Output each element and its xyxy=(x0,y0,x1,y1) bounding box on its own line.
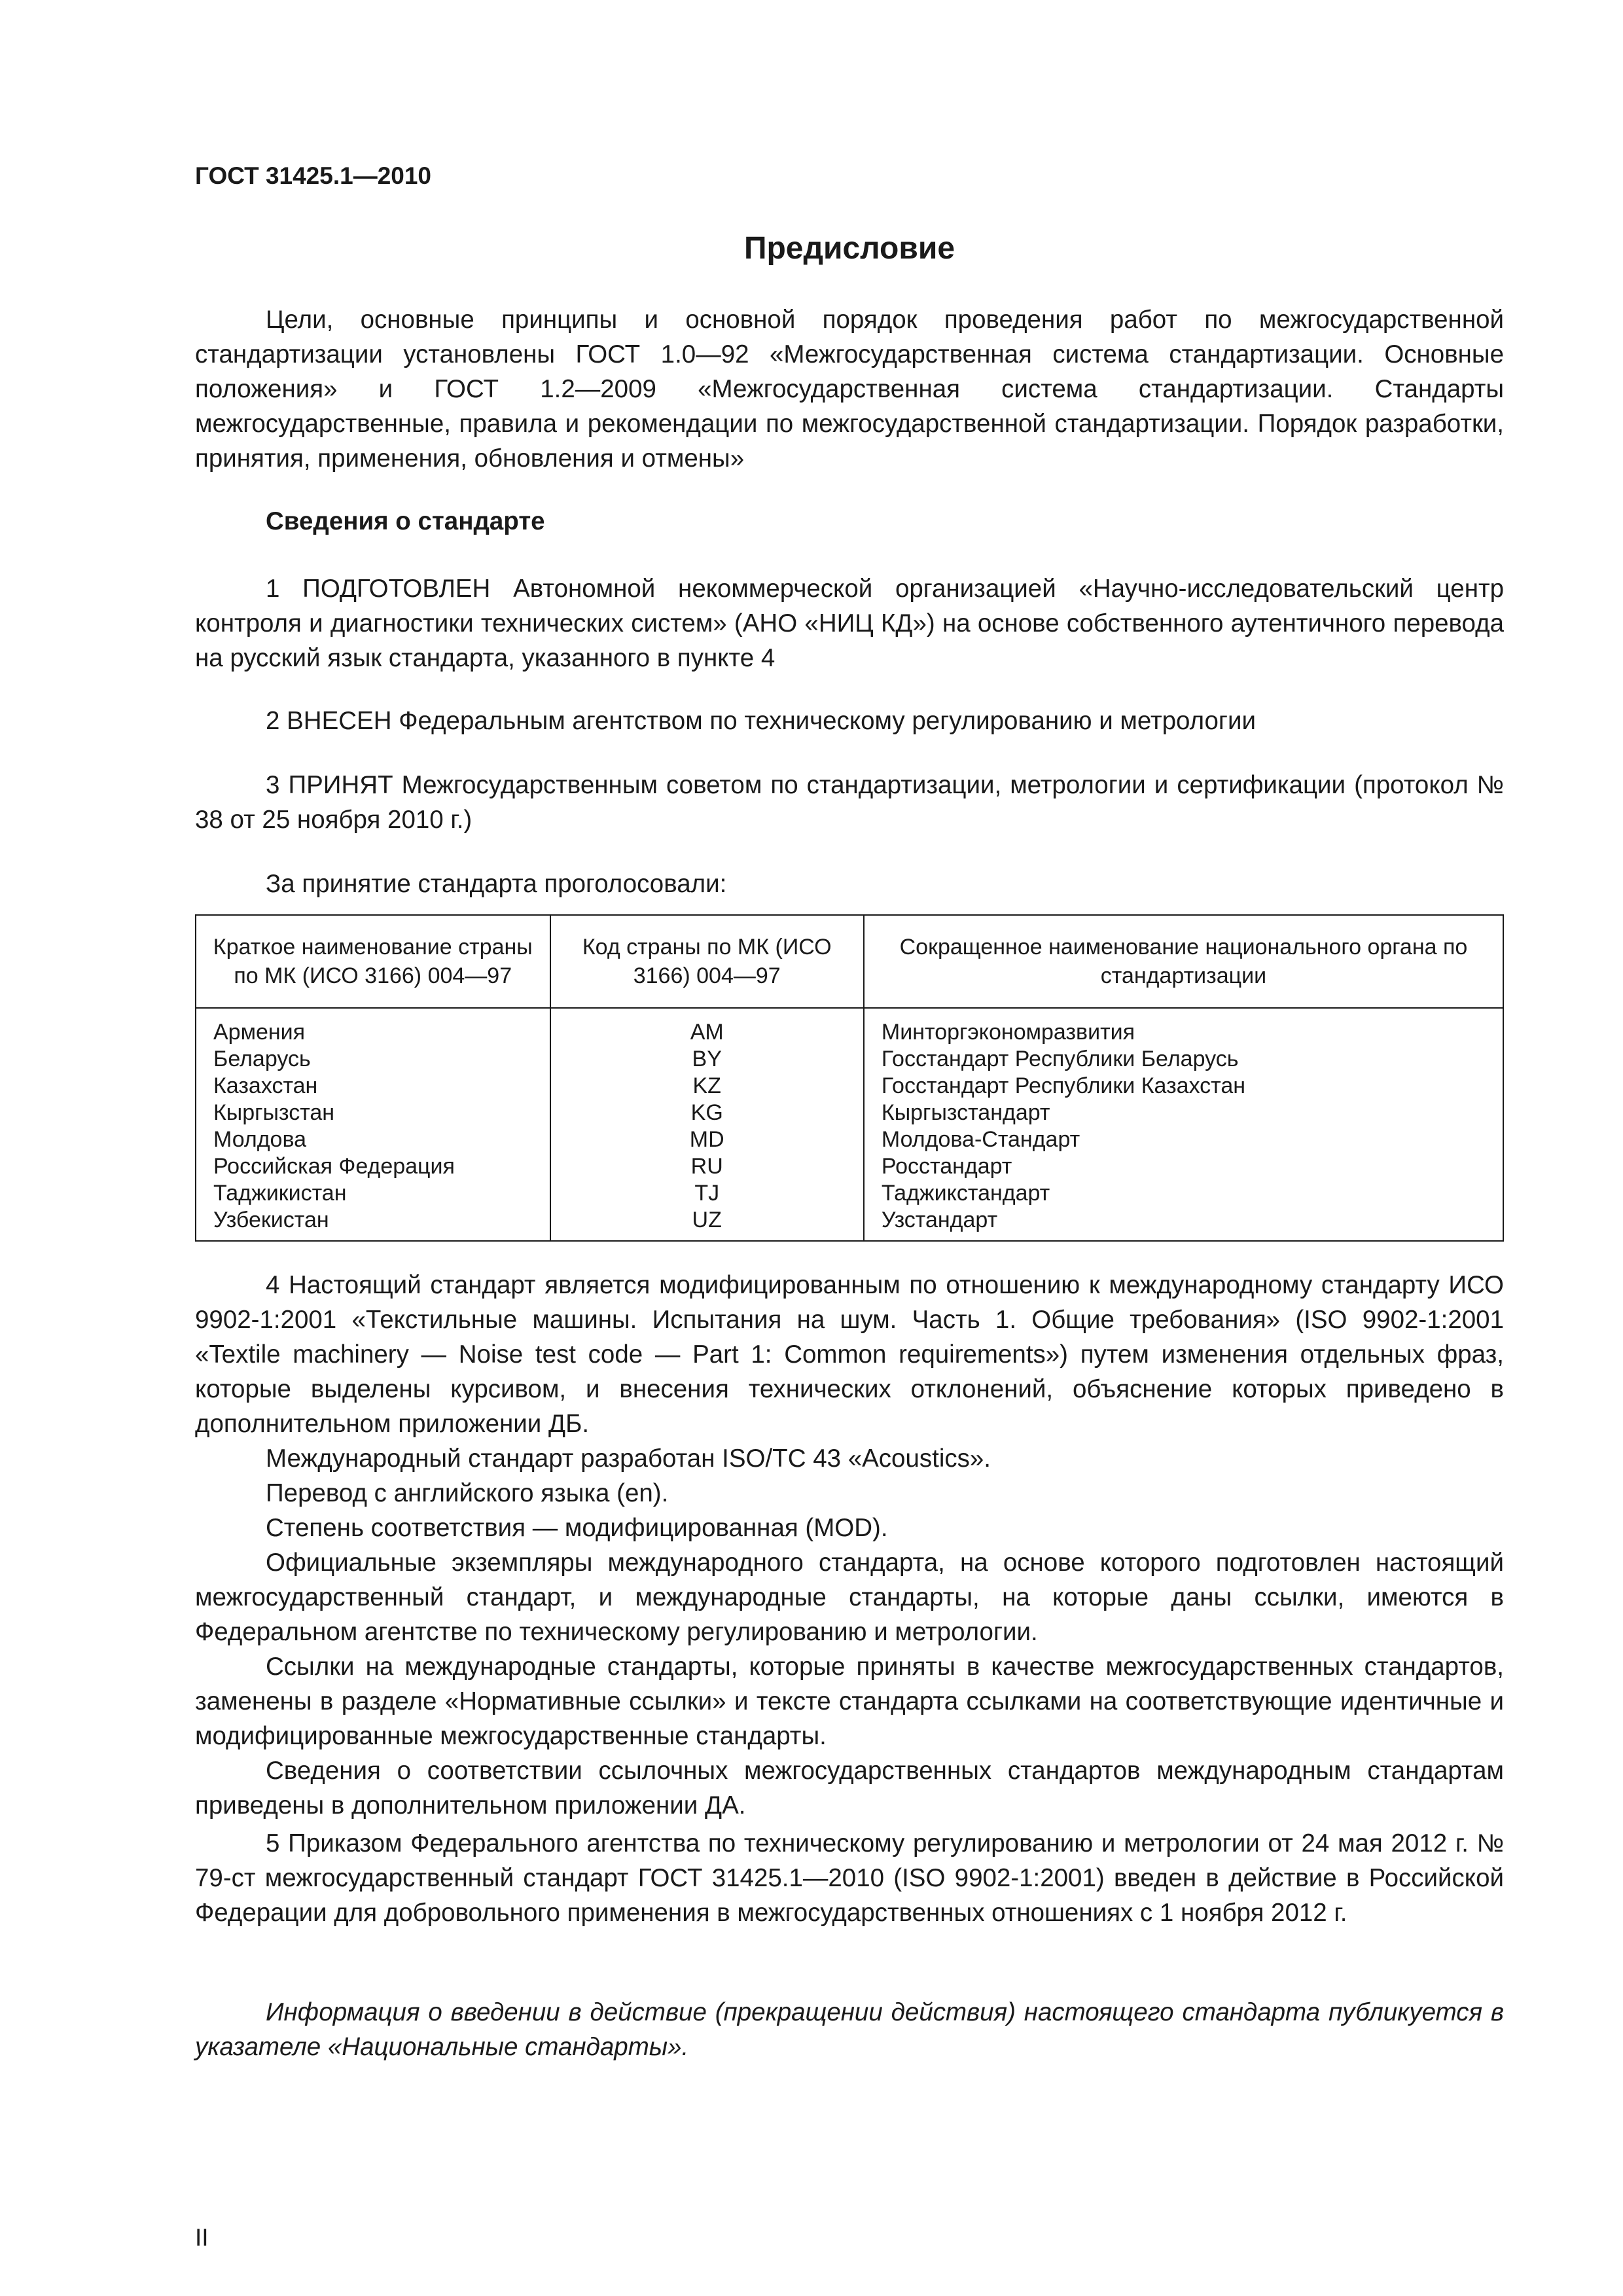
code-cell: UZ xyxy=(550,1207,864,1241)
country-cell: Казахстан xyxy=(196,1073,550,1100)
code-cell: KG xyxy=(550,1100,864,1126)
country-cell: Таджикистан xyxy=(196,1180,550,1207)
publication-info: Информация о введении в действие (прекращении действия) настоящего стандарта публикуется в указателе «Национальные стандарты». xyxy=(195,1998,1504,2061)
voting-table xyxy=(195,914,1504,1242)
item-3: 3 ПРИНЯТ Межгосударственным советом по стандартизации, метрологии и сертификации (протокол № 38 от 25 ноября 2010 г.) xyxy=(195,771,1504,834)
country-cell: Узбекистан xyxy=(196,1207,550,1241)
table-row xyxy=(196,1073,1503,1100)
vote-intro: За принятие стандарта проголосовали: xyxy=(266,870,727,898)
column-header-code: Код страны по МК (ИСО 3166) 004—97 xyxy=(550,915,864,1008)
table-row xyxy=(196,1126,1503,1153)
item-4: 4 Настоящий стандарт является модифицированным по отношению к международному стандарту ИСО 9902-1:2001 «Текстильные машины. Испытания на шум. Часть 1. Общие требования» (ISO 9902-1:2001 «Textile machinery — Noise test code — Part 1: Common requirements») путем изменения отдельных фраз, которые выделены курсивом, и внесения технических отклонений, объяснение которых приведено в дополнительном приложении ДБ. Международный стандарт разработан ISO/TC 43 «Acoustics». Перевод с английского языка (en). Степень соответствия — модифицированная (MOD). Официальные экземпляры международного стандарта, на основе которого подготовлен настоящий межгосударственный стандарт, и международные стандарты, на которые даны ссылки, имеются в Федеральном агентстве по техническому регулированию и метрологии. Ссылки на международные стандарты, которые приняты в качестве межгосударственных стандартов, заменены в разделе «Нормативные ссылки» и тексте стандарта ссылками на соответствующие идентичные и модифицированные межгосударственные стандарты. Сведения о соответствии ссылочных межгосударственных стандартов международным стандартам приведены в дополнительном приложении ДА. xyxy=(195,1271,1504,1820)
table-row xyxy=(196,1100,1503,1126)
section-subtitle: Сведения о стандарте xyxy=(266,507,545,535)
body-cell: Госстандарт Республики Казахстан xyxy=(864,1073,1503,1100)
code-cell: MD xyxy=(550,1126,864,1153)
code-cell: TJ xyxy=(550,1180,864,1207)
country-cell: Кыргызстан xyxy=(196,1100,550,1126)
country-cell: Российская Федерация xyxy=(196,1153,550,1180)
code-cell: KZ xyxy=(550,1073,864,1100)
body-cell: Госстандарт Республики Беларусь xyxy=(864,1046,1503,1073)
table-header-row xyxy=(196,915,1503,1008)
body-cell: Минторгэкономразвития xyxy=(864,1008,1503,1046)
table-row xyxy=(196,1207,1503,1241)
code-cell: RU xyxy=(550,1153,864,1180)
table-row xyxy=(196,1180,1503,1207)
code-cell: AM xyxy=(550,1008,864,1046)
body-cell: Узстандарт xyxy=(864,1207,1503,1241)
country-cell: Армения xyxy=(196,1008,550,1046)
page-title: Предисловие xyxy=(743,231,955,266)
body-cell: Молдова-Стандарт xyxy=(864,1126,1503,1153)
body-cell: Росстандарт xyxy=(864,1153,1503,1180)
table-row xyxy=(196,1153,1503,1180)
table-row xyxy=(196,1046,1503,1073)
body-cell: Кыргызстандарт xyxy=(864,1100,1503,1126)
country-cell: Беларусь xyxy=(196,1046,550,1073)
intro-paragraph: Цели, основные принципы и основной порядок проведения работ по межгосударственной стандартизации установлены ГОСТ 1.0—92 «Межгосударственная система стандартизации. Основные положения» и ГОСТ 1.2—2009 «Межгосударственная система стандартизации. Стандарты межгосударственные, правила и рекомендации по межгосударственной стандартизации. Порядок разработки, принятия, применения, обновления и отмены» xyxy=(195,306,1504,473)
country-cell: Молдова xyxy=(196,1126,550,1153)
code-cell: BY xyxy=(550,1046,864,1073)
table-row xyxy=(196,1008,1503,1046)
item-5: 5 Приказом Федерального агентства по техническому регулированию и метрологии от 24 мая 2012 г. № 79-ст межгосударственный стандарт ГОСТ 31425.1—2010 (ISO 9902-1:2001) введен в действие в Российской Федерации для добровольного применения в межгосударственных отношениях с 1 ноября 2012 г. xyxy=(195,1829,1504,1927)
item-1: 1 ПОДГОТОВЛЕН Автономной некоммерческой организацией «Научно-исследовательский центр контроля и диагностики технических систем» (АНО «НИЦ КД») на основе собственного аутентичного перевода на русский язык стандарта, указанного в пункте 4 xyxy=(195,575,1504,672)
body-cell: Таджикстандарт xyxy=(864,1180,1503,1207)
page-number: II xyxy=(195,2224,209,2251)
column-header-body: Сокращенное наименование национального органа по стандартизации xyxy=(864,915,1503,1008)
item-2: 2 ВНЕСЕН Федеральным агентством по техническому регулированию и метрологии xyxy=(266,707,1256,735)
column-header-country: Краткое наименование страны по МК (ИСО 3166) 004—97 xyxy=(196,915,550,1008)
document-header: ГОСТ 31425.1—2010 xyxy=(195,162,432,189)
